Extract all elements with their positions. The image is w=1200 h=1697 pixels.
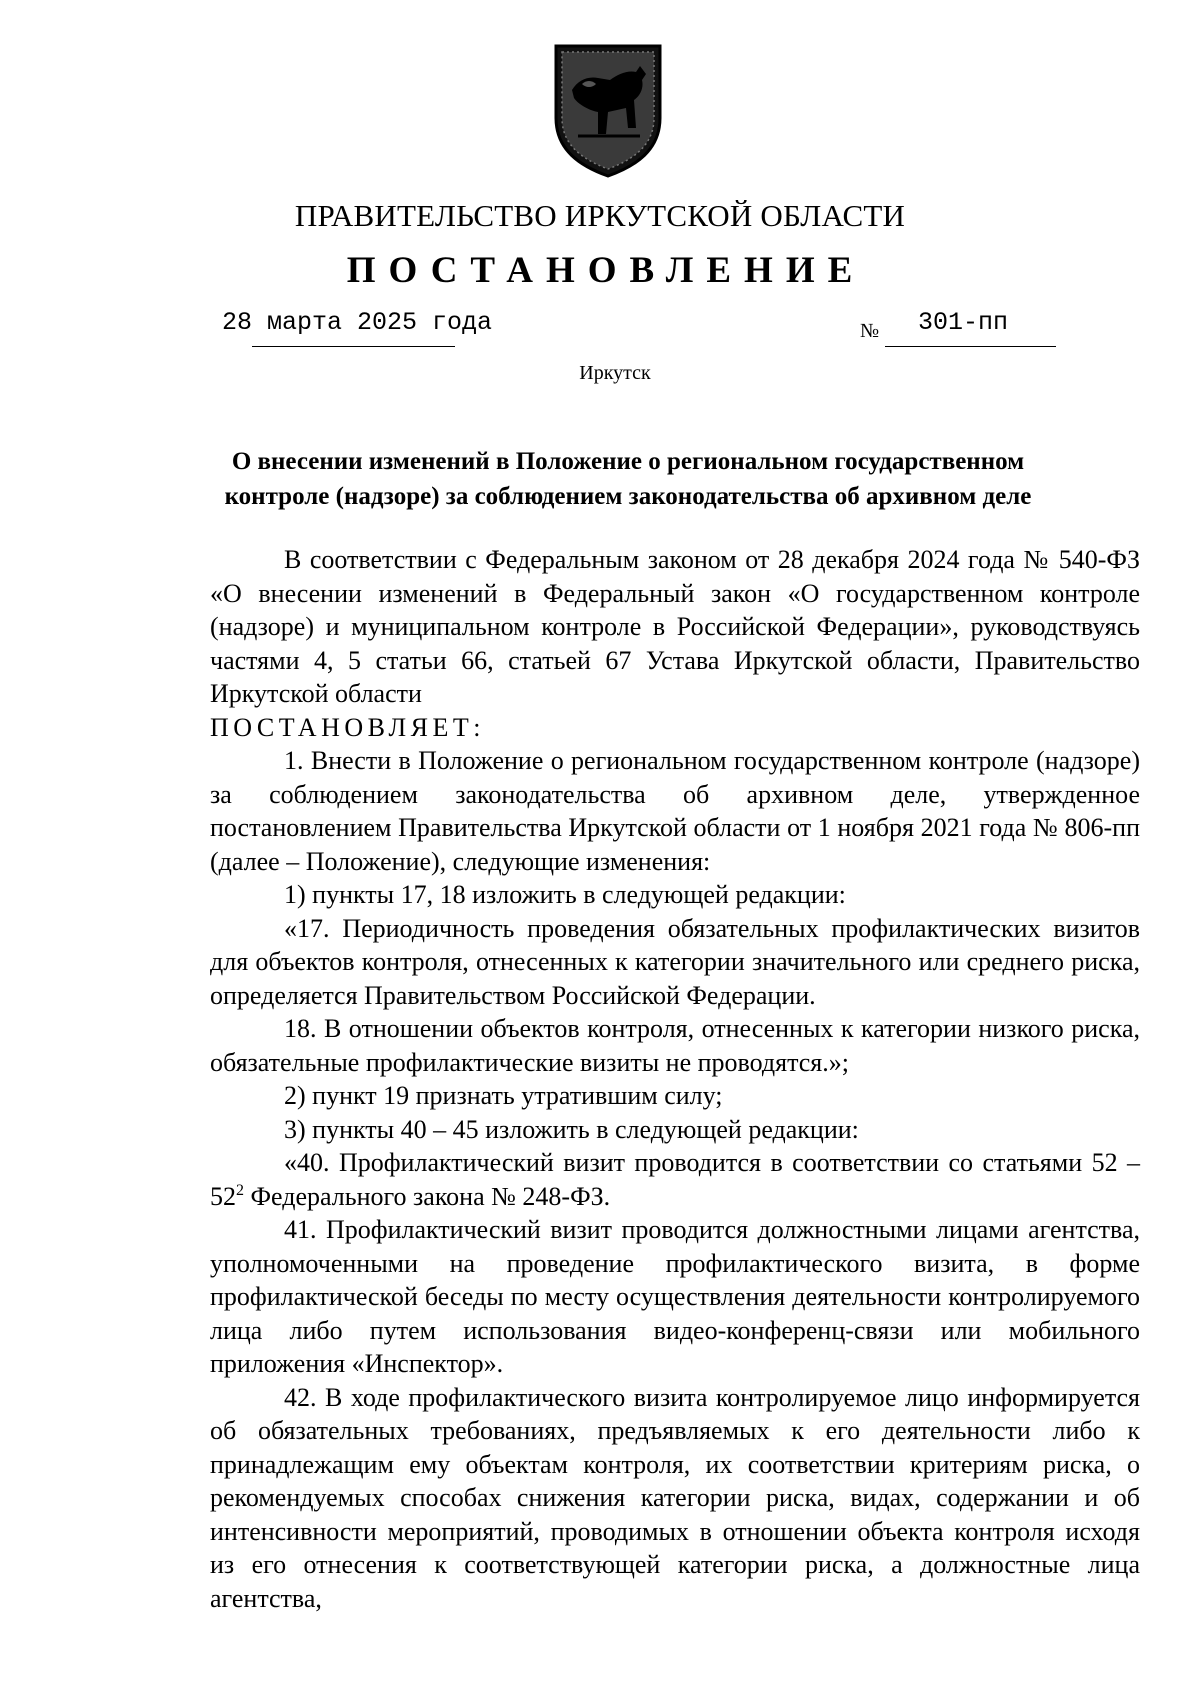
document-title-line-2: контроле (надзоре) за соблюдением законодательства об архивном деле (224, 483, 1032, 510)
point-41-paragraph: 41. Профилактический визит проводится должностными лицами агентства, уполномоченными на проведение профилактического визита, в форме профилактической беседы по месту осуществления деятельности контролируемого лица либо путем использования видео-конференц-связи или мобильного приложения «Инспектор». (210, 1215, 1140, 1378)
number-sign: № (860, 320, 880, 342)
number-underline (885, 346, 1056, 347)
preamble-paragraph: В соответствии с Федеральным законом от 28 декабря 2024 года № 540-ФЗ «О внесении изменений в Федеральный закон «О государственном контроле (надзоре) и муниципальном контроле в Российской Федерации», руководствуясь частями 4, 5 статьи 66, статьей 67 Устава Иркутской области, Правительство Иркутской области (210, 545, 1140, 708)
point-40-text-a: «40. Профилактический визит проводится в соответствии со статьями 52 – 52 (210, 1148, 1140, 1211)
subitem-3-paragraph: 3) пункты 40 – 45 изложить в следующей редакции: (284, 1114, 859, 1144)
subitem-2-paragraph: 2) пункт 19 признать утратившим силу; (284, 1081, 723, 1110)
point-40-paragraph (210, 1146, 1140, 1213)
document-title-line-1: О внесении изменений в Положение о региональном государственном (231, 448, 1025, 475)
date-underline (252, 346, 455, 347)
government-name: ПРАВИТЕЛЬСТВО ИРКУТСКОЙ ОБЛАСТИ (294, 198, 906, 233)
document-number: 301-пп (918, 308, 1009, 337)
point-42-paragraph: 42. В ходе профилактического визита контролируемое лицо информируется об обязательных требованиях, предъявляемых к его деятельности либо к принадлежащим ему объектам контроля, их соответствии критериям риска, о рекомендуемых способах снижения категории риска, видах, содержании и об интенсивности мероприятий, проводимых в отношении объекта контроля исходя из его отнесения к соответствующей категории риска, а должностные лица агентства, (210, 1382, 1140, 1613)
resolves-word: ПОСТАНОВЛЯЕТ: (210, 712, 485, 742)
coat-of-arms-icon (548, 40, 668, 180)
document-body (210, 543, 1140, 1615)
document-place: Иркутск (579, 362, 651, 384)
document-date: 28 марта 2025 года (222, 308, 493, 337)
item-1-paragraph: 1. Внести в Положение о региональном государственном контроле (надзоре) за соблюдением законодательства об архивном деле, утвержденное постановлением Правительства Иркутской области от 1 ноября 2021 года № 806-пп (далее – Положение), следующие изменения: (210, 746, 1140, 876)
document-type: ПОСТАНОВЛЕНИЕ (346, 250, 866, 291)
point-17-paragraph: «17. Периодичность проведения обязательных профилактических визитов для объектов контроля, отнесенных к категории значительного или среднего риска, определяется Правительством Российской Федерации. (210, 913, 1140, 1010)
point-40-text-b: Федерального закона № 248-ФЗ. (244, 1181, 611, 1211)
document-title (200, 444, 1056, 514)
subitem-1-paragraph: 1) пункты 17, 18 изложить в следующей редакции: (284, 880, 846, 909)
point-18-paragraph: 18. В отношении объектов контроля, отнесенных к категории низкого риска, обязательные профилактические визиты не проводятся.»; (210, 1014, 1140, 1077)
point-40-superscript: 2 (236, 1181, 244, 1199)
